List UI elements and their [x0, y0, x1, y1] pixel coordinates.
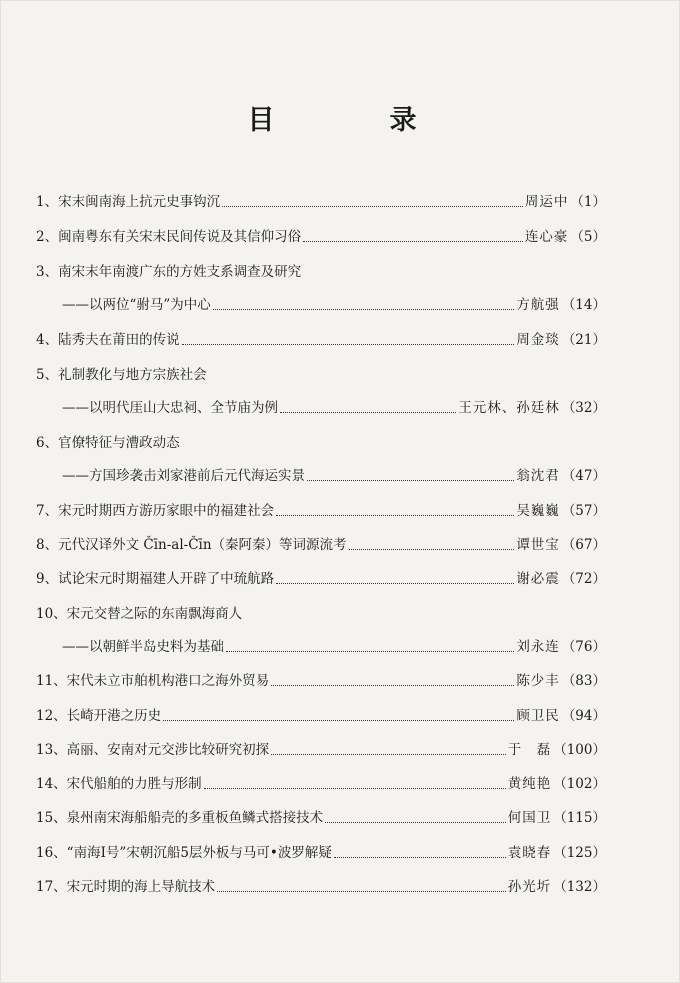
dot-leader: [334, 857, 506, 858]
entry-subtitle: ——以明代厓山大忠祠、全节庙为例: [62, 400, 278, 416]
entry-author: 方航强: [516, 297, 560, 313]
entry-title: 11、宋代未立市舶机构港口之海外贸易: [36, 673, 270, 689]
toc-entry[interactable]: [36, 807, 606, 829]
entry-page: （83）: [561, 673, 606, 689]
toc-subentry[interactable]: [62, 294, 606, 316]
dot-leader: [276, 515, 514, 516]
entry-subtitle: ——方国珍袭击刘家港前后元代海运实景: [62, 468, 305, 484]
toc-entry[interactable]: [36, 603, 606, 625]
dot-leader: [182, 344, 515, 345]
entry-subtitle: ——以两位“驸马”为中心: [62, 297, 211, 313]
entry-page: （67）: [561, 537, 606, 553]
toc-entry[interactable]: [36, 773, 606, 795]
dot-leader: [222, 206, 523, 207]
toc-entry[interactable]: [36, 191, 606, 213]
toc-entry[interactable]: [36, 876, 606, 898]
toc-entry[interactable]: [36, 329, 606, 351]
entry-title: 1、宋末闽南海上抗元史事钩沉: [36, 194, 221, 210]
entry-title: 3、南宋末年南渡广东的方姓支系调查及研究: [36, 264, 302, 280]
entry-page: （125）: [553, 845, 606, 861]
entry-page: （76）: [561, 639, 606, 655]
dot-leader: [325, 822, 506, 823]
entry-author: 周运中: [524, 194, 569, 210]
entry-title: 8、元代汉译外文 Čīn-al-Čīn（秦阿秦）等词源流考: [36, 537, 347, 553]
entry-title: 15、泉州南宋海船船壳的多重板鱼鳞式搭接技术: [36, 810, 324, 826]
dot-leader: [213, 309, 515, 310]
dot-leader: [217, 891, 506, 892]
entry-author: 连心豪: [524, 229, 569, 245]
entry-page: （94）: [561, 708, 606, 724]
entry-author: 于 磊: [507, 742, 552, 758]
entry-author: 翁沈君: [516, 468, 560, 484]
dot-leader: [307, 480, 514, 481]
entry-author: 谢必震: [516, 571, 560, 587]
entry-page: （132）: [553, 879, 606, 895]
dot-leader: [271, 754, 506, 755]
toc-subentry[interactable]: [62, 397, 606, 419]
entry-title: 10、宋元交替之际的东南飘海商人: [36, 606, 243, 622]
entry-title: 9、试论宋元时期福建人开辟了中琉航路: [36, 571, 275, 587]
entry-page: （5）: [570, 229, 606, 245]
entry-page: （57）: [561, 503, 606, 519]
dot-leader: [226, 651, 514, 652]
dot-leader: [303, 241, 523, 242]
entry-author: 王元林、孙廷林: [458, 400, 560, 416]
entry-title: 4、陆秀夫在莆田的传说: [36, 332, 180, 348]
entry-page: （47）: [561, 468, 606, 484]
toc-subentry[interactable]: [62, 636, 606, 658]
dot-leader: [349, 549, 515, 550]
dot-leader: [204, 788, 506, 789]
entry-page: （14）: [561, 297, 606, 313]
entry-title: 7、宋元时期西方游历家眼中的福建社会: [36, 503, 275, 519]
toc-entry[interactable]: [36, 364, 606, 386]
dot-leader: [276, 583, 514, 584]
entry-author: 陈少丰: [516, 673, 560, 689]
entry-subtitle: ——以朝鲜半岛史料为基础: [62, 639, 224, 655]
toc-entry[interactable]: [36, 226, 606, 248]
entry-author: 孙光圻: [507, 879, 552, 895]
toc-entry[interactable]: [36, 705, 606, 727]
entry-author: 谭世宝: [516, 537, 560, 553]
toc-subentry[interactable]: [62, 465, 606, 487]
entry-title: 16、“南海Ⅰ号”宋朝沉船5层外板与马可•波罗解疑: [36, 845, 332, 861]
toc-entry[interactable]: [36, 534, 606, 556]
entry-page: （21）: [561, 332, 606, 348]
entry-title: 6、官僚特征与漕政动态: [36, 435, 180, 451]
entry-page: （72）: [561, 571, 606, 587]
entry-author: 周金琰: [516, 332, 560, 348]
toc-entry[interactable]: [36, 432, 606, 454]
entry-title: 2、闽南粤东有关宋末民间传说及其信仰习俗: [36, 229, 302, 245]
entry-title: 5、礼制教化与地方宗族社会: [36, 367, 207, 383]
entry-author: 袁晓春: [507, 845, 552, 861]
entry-page: （100）: [553, 742, 606, 758]
toc-entry[interactable]: [36, 842, 606, 864]
entry-page: （32）: [561, 400, 606, 416]
entry-author: 吴巍巍: [516, 503, 560, 519]
entry-author: 黄纯艳: [507, 776, 552, 792]
toc-entry[interactable]: [36, 739, 606, 761]
dot-leader: [280, 412, 456, 413]
entry-title: 13、高丽、安南对元交涉比较研究初探: [36, 742, 270, 758]
toc-entry[interactable]: [36, 261, 606, 283]
entry-author: 顾卫民: [516, 708, 560, 724]
entry-page: （102）: [553, 776, 606, 792]
entry-author: 刘永连: [516, 639, 560, 655]
dot-leader: [163, 720, 514, 721]
dot-leader: [271, 685, 514, 686]
entry-title: 14、宋代船舶的力胜与形制: [36, 776, 202, 792]
entry-title: 17、宋元时期的海上导航技术: [36, 879, 216, 895]
entry-author: 何国卫: [507, 810, 552, 826]
toc-entry[interactable]: [36, 568, 606, 590]
toc-entry[interactable]: [36, 500, 606, 522]
toc-entry[interactable]: [36, 670, 606, 692]
page-title: 目 录: [247, 105, 461, 136]
entry-title: 12、长崎开港之历史: [36, 708, 162, 724]
entry-page: （1）: [570, 194, 606, 210]
entry-page: （115）: [553, 810, 606, 826]
